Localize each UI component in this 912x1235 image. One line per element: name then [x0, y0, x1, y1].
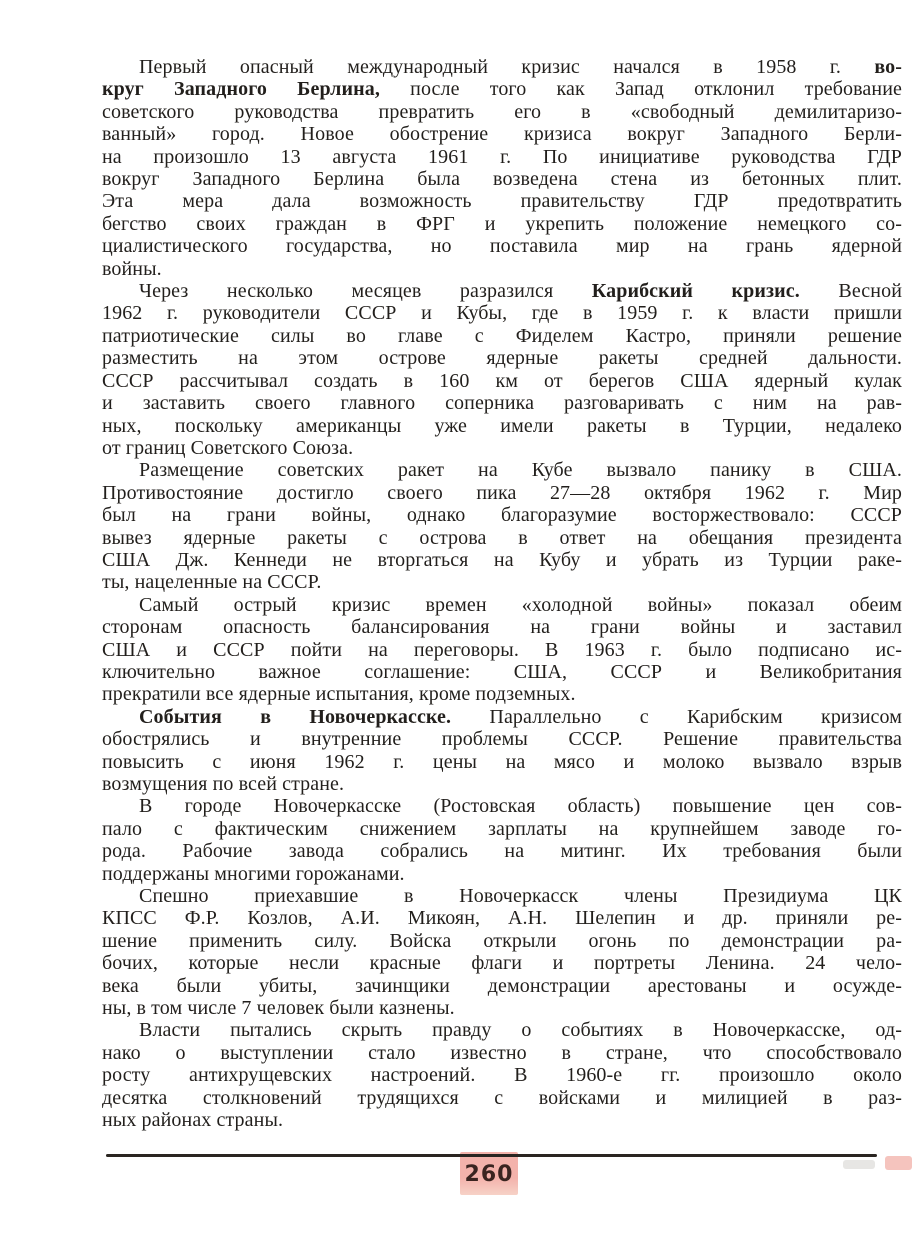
text-run: десятка столкновений трудящихся с войсками и милицией в раз-	[102, 1086, 902, 1109]
page-number: 260	[464, 1162, 514, 1187]
text-run: разместить на этом острове ядерные ракеты средней дальности.	[102, 347, 902, 370]
text-line	[102, 907, 902, 929]
text-line	[102, 1042, 902, 1064]
text-run: рода. Рабочие завода собрались на митинг. Их требования были	[102, 840, 902, 863]
text-run: Весной	[799, 280, 902, 303]
text-line	[102, 1087, 902, 1109]
text-run: Через несколько месяцев разразился	[139, 280, 592, 303]
text-line	[102, 571, 902, 593]
text-run: века были убиты, зачинщики демонстрации арестованы и осужде-	[102, 974, 902, 997]
text-line	[102, 347, 902, 369]
text-line	[102, 840, 902, 862]
bold-term: События в Новочеркасске.	[139, 705, 452, 728]
text-line	[102, 885, 902, 907]
text-run: ных, поскольку американцы уже имели ракеты в Турции, недалеко	[102, 414, 902, 437]
text-line	[102, 415, 902, 437]
text-run: В городе Новочеркасске (Ростовская область) повышение цен сов-	[139, 795, 902, 818]
text-line	[102, 751, 902, 773]
text-line	[102, 795, 902, 817]
text-run: Размещение советских ракет на Кубе вызвало панику в США.	[139, 459, 902, 482]
paragraph	[102, 885, 902, 1019]
text-line	[102, 997, 902, 1019]
text-run: Спешно приехавшие в Новочеркасск члены Президиума ЦК	[139, 885, 902, 908]
text-run: патриотические силы во главе с Фиделем Кастро, приняли решение	[102, 324, 902, 347]
text-line	[102, 975, 902, 997]
text-line	[102, 863, 902, 885]
text-run: Первый опасный международный кризис начался в 1958 г.	[139, 56, 875, 78]
text-line	[102, 235, 902, 257]
bold-term: круг Западного Берлина,	[102, 78, 380, 101]
text-run: бочих, которые несли красные флаги и портреты Ленина. 24 чело-	[102, 952, 902, 975]
text-line	[102, 168, 902, 190]
text-line	[102, 56, 902, 78]
text-run: США Дж. Кеннеди не вторгаться на Кубу и убрать из Турции раке-	[102, 548, 902, 571]
scan-artifact-pink	[885, 1156, 912, 1170]
text-run: обострялись и внутренние проблемы СССР. Решение правительства	[102, 728, 902, 751]
text-run: Самый острый кризис времен «холодной войны» показал обеим	[139, 593, 902, 616]
text-line	[102, 728, 902, 750]
text-line	[102, 1109, 902, 1131]
text-line	[102, 952, 902, 974]
text-line	[102, 661, 902, 683]
text-line	[102, 190, 902, 212]
text-run: нако о выступлении стало известно в стране, что способствовало	[102, 1041, 902, 1064]
text-line	[102, 78, 902, 100]
text-line	[102, 370, 902, 392]
paragraph	[102, 56, 902, 280]
text-run: прекратили все ядерные испытания, кроме подземных.	[102, 683, 576, 706]
text-run: Параллельно с Карибским кризисом	[451, 705, 902, 728]
text-run: ных районах страны.	[102, 1109, 284, 1132]
text-line	[102, 123, 902, 145]
paragraph	[102, 706, 902, 796]
text-line	[102, 504, 902, 526]
text-run: Противостояние достигло своего пика 27—28 октября 1962 г. Мир	[102, 481, 902, 504]
text-run: войны.	[102, 257, 162, 280]
text-line	[102, 146, 902, 168]
text-run: Власти пытались скрыть правду о событиях в Новочеркасске, од-	[139, 1019, 902, 1042]
text-run: росту антихрущевских настроений. В 1960-е гг. произошло около	[102, 1064, 902, 1087]
text-run: Эта мера дала возможность правительству ГДР предотвратить	[102, 190, 902, 213]
text-line	[102, 594, 902, 616]
scan-artifact-gray	[843, 1160, 875, 1169]
text-line	[102, 706, 902, 728]
text-run: после того как Запад отклонил требование	[379, 78, 902, 101]
text-line	[102, 437, 902, 459]
text-line	[102, 459, 902, 481]
text-line	[102, 549, 902, 571]
paragraph	[102, 280, 902, 459]
page-number-badge	[460, 1152, 518, 1195]
text-run: циалистического государства, но поставила мир на грань ядерной	[102, 235, 902, 258]
text-line	[102, 527, 902, 549]
text-run: ны, в том числе 7 человек были казнены.	[102, 997, 455, 1020]
text-run: ты, нацеленные на СССР.	[102, 571, 322, 594]
text-run: советского руководства превратить его в «свободный демилитаризо-	[102, 100, 902, 123]
text-run: от границ Советского Союза.	[102, 436, 354, 459]
text-line	[102, 101, 902, 123]
text-line	[102, 683, 902, 705]
paragraph	[102, 1019, 902, 1131]
text-line	[102, 773, 902, 795]
text-run: и заставить своего главного соперника разговаривать с ним на рав-	[102, 392, 902, 415]
text-line	[102, 1064, 902, 1086]
bold-term: во-	[874, 56, 902, 78]
text-line	[102, 325, 902, 347]
text-run: КПСС Ф.Р. Козлов, А.И. Микоян, А.Н. Шелепин и др. приняли ре-	[102, 907, 902, 930]
text-line	[102, 1019, 902, 1041]
text-line	[102, 213, 902, 235]
text-line	[102, 258, 902, 280]
text-line	[102, 280, 902, 302]
text-line	[102, 930, 902, 952]
text-line	[102, 392, 902, 414]
text-run: поддержаны многими горожанами.	[102, 862, 405, 885]
text-line	[102, 639, 902, 661]
text-line	[102, 482, 902, 504]
text-run: пало с фактическим снижением зарплаты на крупнейшем заводе го-	[102, 817, 902, 840]
text-line	[102, 818, 902, 840]
text-run: бегство своих граждан в ФРГ и укрепить положение немецкого со-	[102, 212, 902, 235]
text-line	[102, 302, 902, 324]
text-run: шение применить силу. Войска открыли огонь по демонстрации ра-	[102, 929, 902, 952]
text-run: возмущения по всей стране.	[102, 773, 345, 795]
text-run: вывез ядерные ракеты с острова в ответ на обещания президента	[102, 526, 902, 549]
text-run: был на грани войны, однако благоразумие восторжествовало: СССР	[102, 504, 902, 527]
text-run: ванный» город. Новое обострение кризиса вокруг Западного Берли-	[102, 123, 902, 146]
bold-term: Карибский кризис.	[591, 280, 800, 303]
text-run: 1962 г. руководители СССР и Кубы, где в 1959 г. к власти пришли	[102, 302, 902, 325]
text-run: на произошло 13 августа 1961 г. По инициативе руководства ГДР	[102, 145, 902, 168]
text-run: ключительно важное соглашение: США, СССР и Великобритания	[102, 660, 902, 683]
footer-rule	[106, 1154, 877, 1157]
text-run: повысить с июня 1962 г. цены на мясо и молоко вызвало взрыв	[102, 750, 902, 773]
paragraph	[102, 594, 902, 706]
text-run: США и СССР пойти на переговоры. В 1963 г. было подписано ис-	[102, 638, 902, 661]
text-run: вокруг Западного Берлина была возведена стена из бетонных плит.	[102, 168, 902, 191]
text-run: СССР рассчитывал создать в 160 км от берегов США ядерный кулак	[102, 369, 902, 392]
paragraph	[102, 795, 902, 885]
paragraph	[102, 459, 902, 593]
text-line	[102, 616, 902, 638]
text-block	[102, 56, 902, 1132]
text-run: сторонам опасность балансирования на грани войны и заставил	[102, 616, 902, 639]
